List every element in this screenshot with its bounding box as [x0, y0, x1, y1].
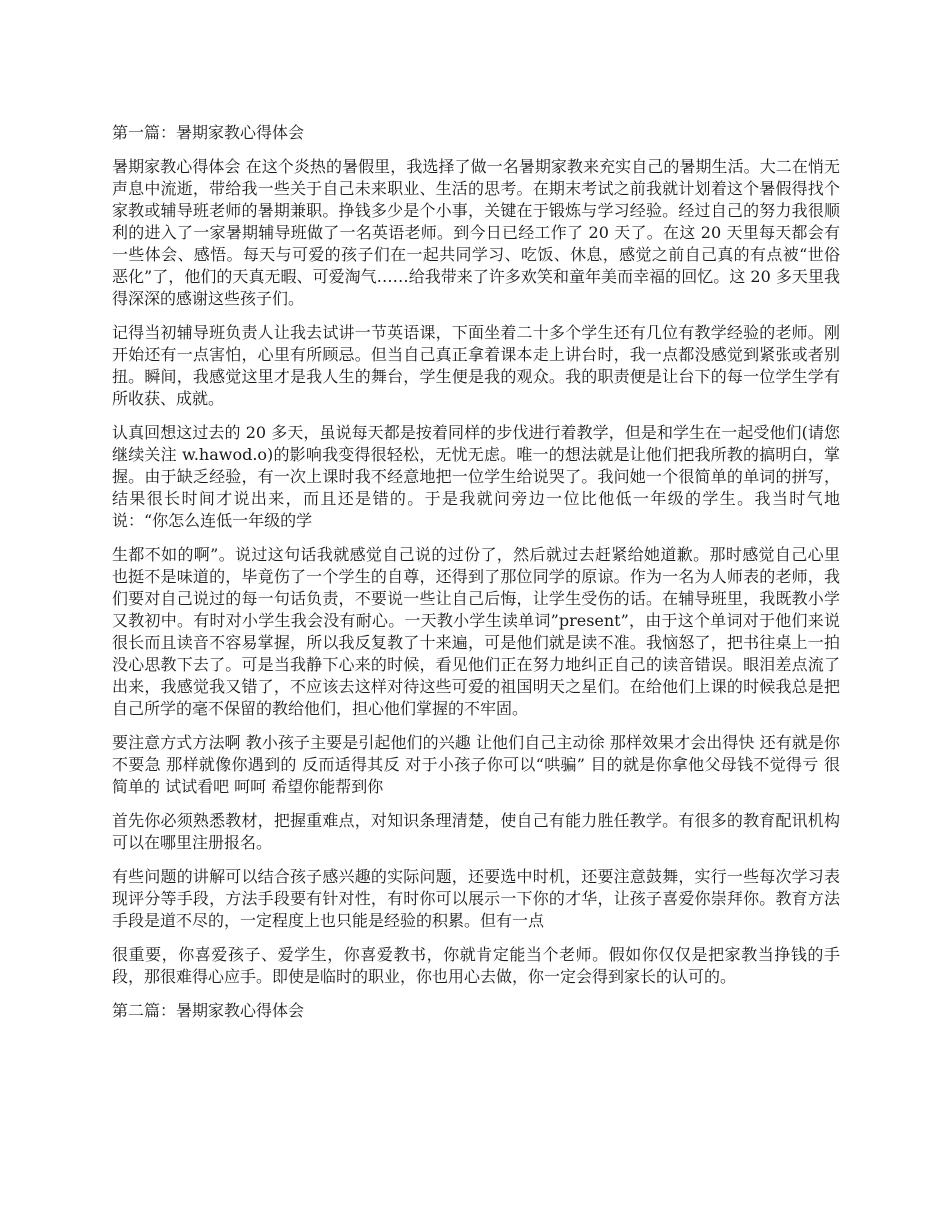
paragraph: 认真回想这过去的 20 多天，虽说每天都是按着同样的步伐进行着教学，但是和学生在一起受他们(请您继续关注 w.hawod.o)的影响我变得很轻松，无忧无虑。唯一的想法就是让他们把我所教的搞明白，掌握。由于缺乏经验，有一次上课时我不经意地把一位学生给说哭了。我问她一个很简单的单词的拼写，结果很长时间才说出来，而且还是错的。于是我就问旁边一位比他低一年级的学生。我当时气地说：“你怎么连低一年级的学: [112, 423, 840, 530]
paragraph: 很重要，你喜爱孩子、爱学生，你喜爱教书，你就肯定能当个老师。假如你仅仅是把家教当挣钱的手段，那很难得心应手。即使是临时的职业，你也用心去做，你一定会得到家长的认可的。: [112, 945, 840, 986]
paragraph: 记得当初辅导班负责人让我去试讲一节英语课，下面坐着二十多个学生还有几位有教学经验的老师。刚开始还有一点害怕，心里有所顾忌。但当自己真正拿着课本走上讲台时，我一点都没感觉到紧张或者别扭。瞬间，我感觉这里才是我人生的舞台，学生便是我的观众。我的职责便是让台下的每一位学生学有所收获、成就。: [112, 323, 840, 408]
paragraph: 首先你必须熟悉教材，把握重难点，对知识条理清楚，使自己有能力胜任教学。有很多的教育配讯机构可以在哪里注册报名。: [112, 811, 840, 852]
document-page: [112, 122, 840, 1034]
section-heading-1: 第一篇：暑期家教心得体会: [112, 123, 305, 142]
paragraph: 暑期家教心得体会 在这个炎热的暑假里，我选择了做一名暑期家教来充实自己的暑期生活。大二在悄无声息中流逝，带给我一些关于自己未来职业、生活的思考。在期末考试之前我就计划着这个暑假得找个家教或辅导班老师的暑期兼职。挣钱多少是个小事，关键在于锻炼与学习经验。经过自己的努力我很顺利的进入了一家暑期辅导班做了一名英语老师。到今日已经工作了 20 天了。在这 20 天里每天都会有一些体会、感悟。每天与可爱的孩子们在一起共同学习、吃饭、休息，感觉之前自己真的有点被“世俗恶化”了，他们的天真无暇、可爱淘气……给我带来了许多欢笑和童年美而幸福的回忆。这 20 多天里我得深深的感谢这些孩子们。: [112, 157, 840, 308]
section-heading-2: 第二篇：暑期家教心得体会: [112, 1001, 305, 1020]
paragraph: 要注意方式方法啊 教小孩子主要是引起他们的兴趣 让他们自己主动徐 那样效果才会出得快 还有就是你不要急 那样就像你遇到的 反而适得其反 对于小孩子你可以“哄骗” 目的就是你拿他父母钱不觉得亏 很简单的 试试看吧 呵呵 希望你能帮到你: [112, 733, 840, 796]
paragraph: 有些问题的讲解可以结合孩子感兴趣的实际问题，还要选中时机，还要注意鼓舞，实行一些每次学习表现评分等手段，方法手段要有针对性，有时你可以展示一下你的才华，让孩子喜爱你崇拜你。教育方法手段是道不尽的，一定程度上也只能是经验的积累。但有一点: [112, 867, 840, 930]
paragraph: 生都不如的啊”。说过这句话我就感觉自己说的过份了，然后就过去赶紧给她道歉。那时感觉自己心里也挺不是味道的，毕竟伤了一个学生的自尊，还得到了那位同学的原谅。作为一名为人师表的老师，我们要对自己说过的每一句话负责，不要说一些让自己后悔，让学生受伤的话。在辅导班里，我既教小学又教初中。有时对小学生我会没有耐心。一天教小学生读单词”present”，由于这个单词对于他们来说很长而且读音不容易掌握，所以我反复教了十来遍，可是他们就是读不准。我恼怒了，把书往桌上一拍没心思教下去了。可是当我静下心来的时候，看见他们正在努力地纠正自己的读音错误。眼泪差点流了出来，我感觉我又错了，不应该去这样对待这些可爱的祖国明天之星们。在给他们上课的时候我总是把自己所学的毫不保留的教给他们，担心他们掌握的不牢固。: [112, 545, 840, 718]
